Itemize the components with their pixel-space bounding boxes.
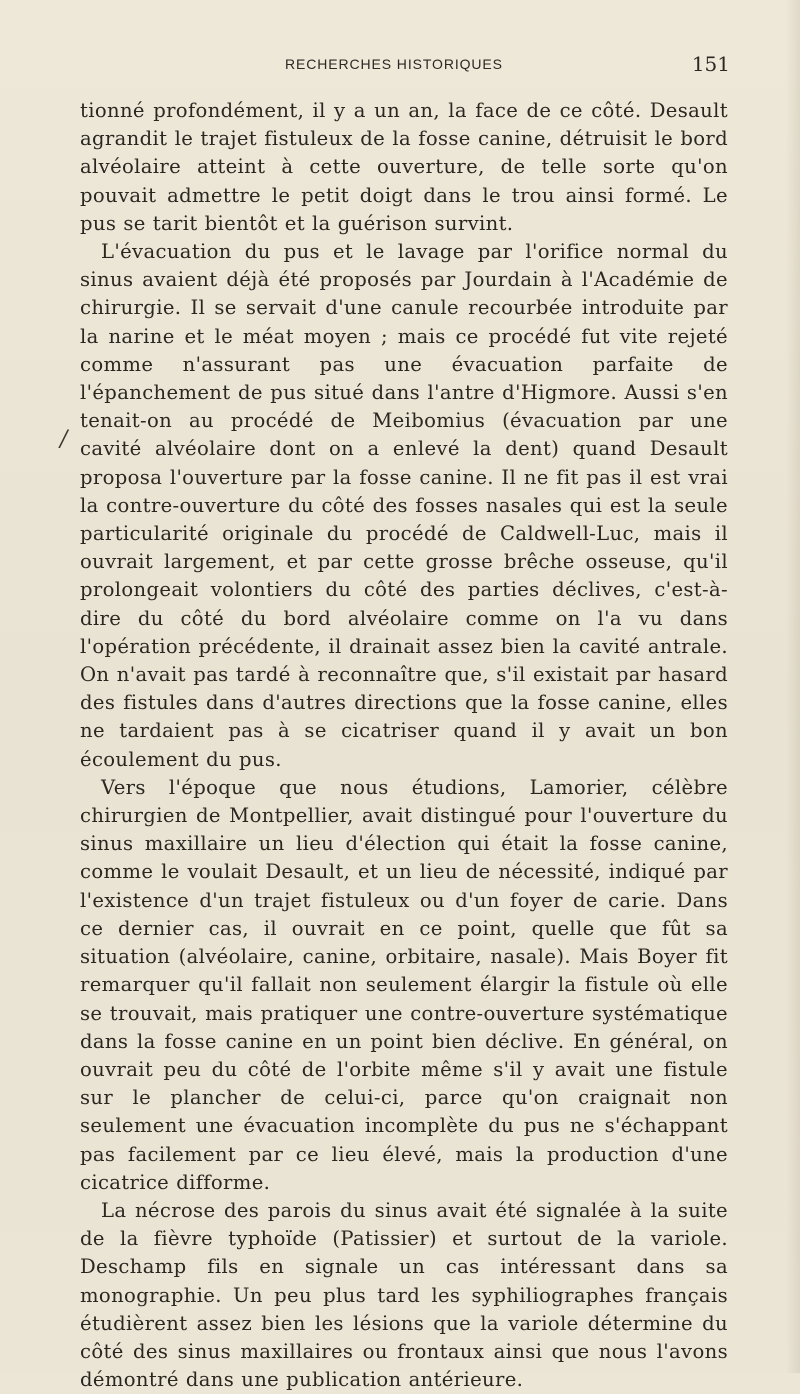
margin-annotation-mark: /	[60, 427, 68, 452]
running-title: RECHERCHES HISTORIQUES	[285, 56, 503, 72]
body-text	[80, 97, 728, 1394]
paragraph-necrosis: La nécrose des parois du sinus avait été signalée à la suite de la fièvre typhoïde (Patissier) et surtout de la variole. Deschamp fils en signale un cas intéressant dans sa monographie. Un peu plus tard les syphiliographes français étudièrent assez bien les lésions que la variole détermine du côté des sinus maxillaires ou frontaux ainsi que nous l'avons démontré dans une publication antérieure.	[80, 1198, 728, 1392]
paragraph-lamorier: Vers l'époque que nous étudions, Lamorier, célèbre chirurgien de Montpellier, avait distingué pour l'ouverture du sinus maxillaire un lieu d'élection qui était la fosse canine, comme le voulait Desault, et un lieu de nécessité, indiqué par l'existence d'un trajet fistuleux ou d'un foyer de carie. Dans ce dernier cas, il ouvrait en ce point, quelle que fût sa situation (alvéolaire, canine, orbitaire, nasale). Mais Boyer fit remarquer qu'il fallait non seulement élargir la fistule où elle se trouvait, mais pratiquer une contre-ouverture systématique dans la fosse canine en un point bien déclive. En général, on ouvrait peu du côté de l'orbite même s'il y avait une fistule sur le plancher de celui-ci, parce qu'on craignait non seulement une évacuation incomplète du pus ne s'échappant pas facilement par ce lieu élevé, mais la production d'une cicatrice difforme.	[80, 775, 728, 1194]
paragraph-continuation: tionné profondément, il y a un an, la face de ce côté. Desault agrandit le trajet fistuleux de la fosse canine, détruisit le bord alvéolaire atteint à cette ouverture, de telle sorte qu'on pouvait admettre le petit doigt dans le trou ainsi formé. Le pus se tarit bientôt et la guérison survint.	[80, 99, 728, 235]
paragraph-evacuation-history: L'évacuation du pus et le lavage par l'orifice normal du sinus avaient déjà été proposés par Jourdain à l'Académie de chirurgie. Il se servait d'une canule recourbée introduite par la narine et le méat moyen ; mais ce procédé fut vite rejeté comme n'assurant pas une évacuation parfaite de l'épanchement de pus situé dans l'antre d'Higmore. Aussi s'en tenait-on au procédé de Meibomius (évacuation par une cavité alvéolaire dont on a enlevé la dent) quand Desault proposa l'ouverture par la fosse canine. Il ne fit pas il est vrai la contre-ouverture du côté des fosses nasales qui est la seule particularité originale du procédé de Caldwell-Luc, mais il ouvrait largement, et par cette grosse brêche osseuse, qu'il prolongeait volontiers du côté des parties déclives, c'est-à-dire du côté du bord alvéolaire comme on l'a vu dans l'opération précédente, il drainait assez bien la cavité antrale. On n'avait pas tardé à reconnaître que, s'il existait par hasard des fistules dans d'autres directions que la fosse canine, elles ne tardaient pas à se cicatriser quand il y avait un bon écoulement du pus.	[80, 240, 728, 771]
page-number: 151	[691, 52, 730, 76]
running-head	[80, 52, 730, 76]
